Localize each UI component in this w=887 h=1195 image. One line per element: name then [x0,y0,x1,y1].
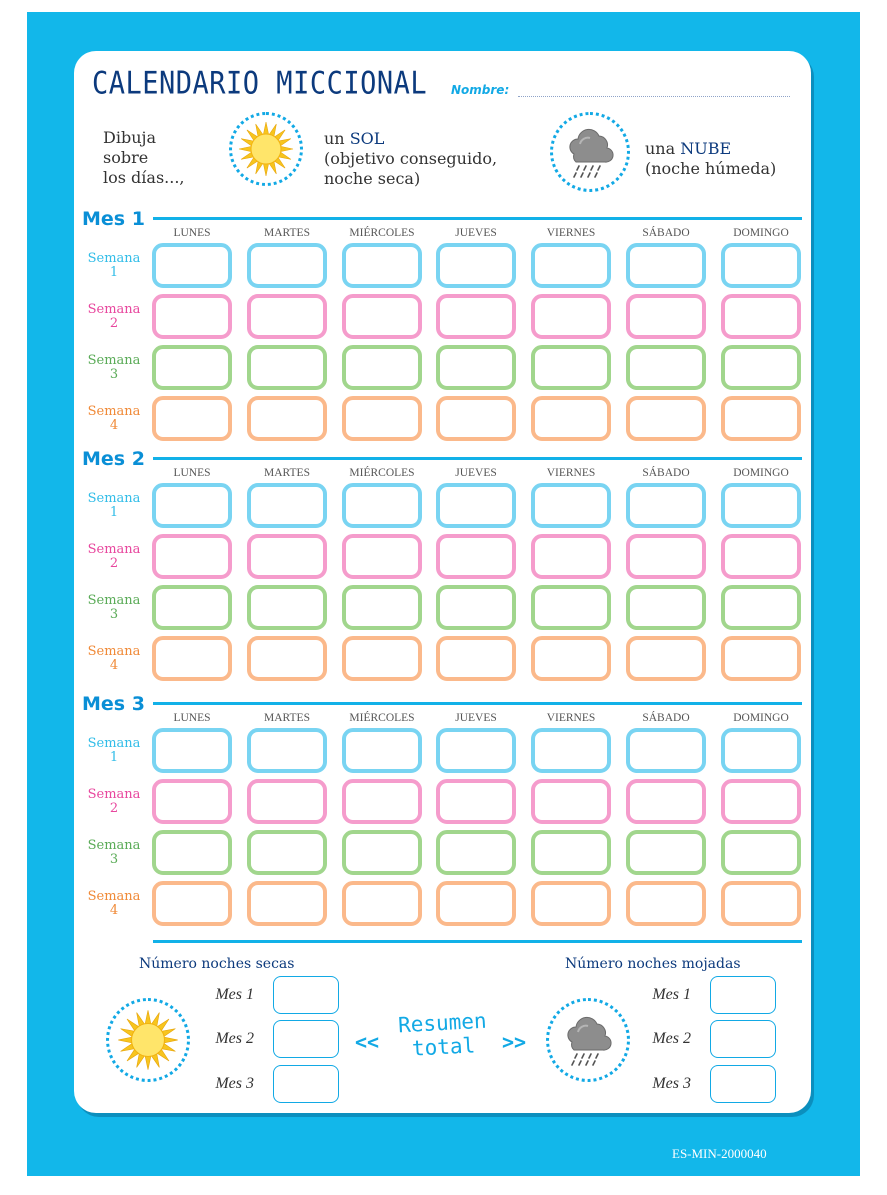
week-word: Semana [87,736,141,751]
day-cell[interactable] [531,830,611,875]
week-word: Semana [87,251,141,266]
arrow-right: >> [502,1030,527,1054]
summary-title-line: total [411,1033,476,1061]
day-header: DOMINGO [733,227,789,239]
week-word: Semana [87,644,141,659]
day-header: VIERNES [546,712,596,724]
legend-cloud-keyword: NUBE [680,139,732,158]
day-header: LUNES [173,227,211,239]
week-label [82,890,146,918]
week-label [82,543,146,571]
day-cell[interactable] [342,483,422,528]
month-title: Mes 1 [82,208,145,230]
day-header: VIERNES [546,227,596,239]
day-cell[interactable] [626,779,706,824]
day-cell[interactable] [436,779,516,824]
month-title: Mes 3 [82,693,145,715]
wet-nights-label: Número noches mojadas [565,956,741,972]
legend-sun-prefix: un [324,129,350,148]
week-number: 2 [109,801,119,816]
legend-cloud-text [645,139,776,179]
week-number: 4 [109,658,119,673]
day-cell[interactable] [247,243,327,288]
week-word: Semana [87,491,141,506]
dry-summary-box[interactable] [273,976,339,1014]
week-number: 1 [109,265,119,280]
month-divider [153,217,802,220]
wet-summary-month-label: Mes 1 [652,986,691,1003]
day-cell[interactable] [247,830,327,875]
legend-intro-line: sobre [103,148,149,167]
month-divider [153,457,802,460]
day-header: SÁBADO [642,467,690,479]
day-cell[interactable] [342,779,422,824]
day-cell[interactable] [342,396,422,441]
document-code: ES-MIN-2000040 [672,1146,767,1161]
day-cell[interactable] [342,534,422,579]
day-cell[interactable] [152,636,232,681]
day-cell[interactable] [531,779,611,824]
summary-divider [153,940,802,943]
day-cell[interactable] [531,585,611,630]
legend-sun-keyword: SOL [349,129,385,148]
day-cell[interactable] [342,881,422,926]
day-cell[interactable] [342,728,422,773]
week-word: Semana [87,787,141,802]
day-cell[interactable] [436,830,516,875]
calendar-card [74,51,811,1113]
day-header: MIÉRCOLES [349,227,415,239]
day-cell[interactable] [342,830,422,875]
day-header: MARTES [264,712,310,724]
day-cell[interactable] [721,728,801,773]
day-cell[interactable] [342,345,422,390]
day-cell[interactable] [152,294,232,339]
day-cell[interactable] [436,483,516,528]
week-number: 4 [109,903,119,918]
dry-summary-month-label: Mes 3 [215,1075,254,1092]
week-label [82,788,146,816]
legend-cloud-ring [550,112,630,192]
day-cell[interactable] [531,728,611,773]
day-cell[interactable] [721,483,801,528]
week-number: 1 [109,750,119,765]
week-label [82,737,146,765]
day-cell[interactable] [721,294,801,339]
week-number: 3 [109,852,119,867]
day-cell[interactable] [626,243,706,288]
day-cell[interactable] [531,881,611,926]
day-cell[interactable] [531,243,611,288]
week-label [82,405,146,433]
day-cell[interactable] [436,345,516,390]
day-cell[interactable] [721,396,801,441]
day-cell[interactable] [152,483,232,528]
week-number: 2 [109,556,119,571]
day-cell[interactable] [531,483,611,528]
week-word: Semana [87,838,141,853]
week-number: 3 [109,607,119,622]
week-word: Semana [87,889,141,904]
day-header: VIERNES [546,467,596,479]
day-cell[interactable] [342,294,422,339]
day-cell[interactable] [531,534,611,579]
summary-cloud-ring [546,998,630,1082]
week-number: 3 [109,367,119,382]
day-cell[interactable] [342,585,422,630]
day-header: MARTES [264,227,310,239]
day-cell[interactable] [247,728,327,773]
day-cell[interactable] [152,585,232,630]
summary-title-line: Resumen [397,1008,488,1038]
legend-cloud-prefix: una [645,139,681,158]
arrow-left: << [355,1030,380,1054]
day-cell[interactable] [626,483,706,528]
legend-sun-desc: (objetivo conseguido, [324,149,498,168]
day-cell[interactable] [436,534,516,579]
day-cell[interactable] [152,243,232,288]
day-cell[interactable] [626,636,706,681]
day-cell[interactable] [152,345,232,390]
legend-intro-line: Dibuja [103,128,156,147]
day-header: MIÉRCOLES [349,467,415,479]
wet-summary-box[interactable] [710,1020,776,1058]
day-header: DOMINGO [733,467,789,479]
sun-icon [236,119,296,179]
day-cell[interactable] [152,396,232,441]
day-cell[interactable] [436,294,516,339]
name-field[interactable] [518,96,790,97]
legend-sun-desc: noche seca) [324,169,421,188]
day-header: SÁBADO [642,227,690,239]
week-label [82,252,146,280]
day-cell[interactable] [531,294,611,339]
week-word: Semana [87,353,141,368]
day-cell[interactable] [152,534,232,579]
rain-cloud-icon [562,124,618,180]
day-cell[interactable] [247,345,327,390]
day-cell[interactable] [247,585,327,630]
dry-summary-box[interactable] [273,1065,339,1103]
day-cell[interactable] [721,243,801,288]
day-cell[interactable] [152,728,232,773]
day-header: DOMINGO [733,712,789,724]
day-cell[interactable] [721,585,801,630]
dry-summary-month-label: Mes 2 [215,1030,254,1047]
day-cell[interactable] [247,534,327,579]
sun-icon [115,1007,181,1073]
legend-cloud-desc: (noche húmeda) [645,159,777,178]
day-cell[interactable] [721,779,801,824]
day-cell[interactable] [626,881,706,926]
day-header: SÁBADO [642,712,690,724]
day-cell[interactable] [342,243,422,288]
day-cell[interactable] [721,830,801,875]
month-divider [153,702,802,705]
day-header: MIÉRCOLES [349,712,415,724]
day-cell[interactable] [247,294,327,339]
week-word: Semana [87,593,141,608]
legend-sun-text [324,129,497,189]
week-number: 1 [109,505,119,520]
week-number: 2 [109,316,119,331]
week-label [82,303,146,331]
dry-summary-month-label: Mes 1 [215,986,254,1003]
day-cell[interactable] [721,636,801,681]
day-cell[interactable] [721,534,801,579]
name-label: Nombre: [451,83,510,97]
legend-intro [103,128,185,188]
day-cell[interactable] [531,396,611,441]
day-cell[interactable] [626,396,706,441]
day-cell[interactable] [436,881,516,926]
wet-summary-month-label: Mes 2 [652,1030,691,1047]
day-cell[interactable] [531,345,611,390]
week-label [82,492,146,520]
legend-sun-ring [229,112,303,186]
day-cell[interactable] [721,881,801,926]
day-cell[interactable] [531,636,611,681]
day-cell[interactable] [721,345,801,390]
day-header: JUEVES [455,467,497,479]
day-cell[interactable] [342,636,422,681]
day-cell[interactable] [436,585,516,630]
page-title: CALENDARIO MICCIONAL [92,66,428,102]
wet-summary-box[interactable] [710,1065,776,1103]
day-header: JUEVES [455,227,497,239]
week-word: Semana [87,542,141,557]
dry-summary-box[interactable] [273,1020,339,1058]
day-cell[interactable] [626,830,706,875]
day-cell[interactable] [436,243,516,288]
week-word: Semana [87,302,141,317]
day-cell[interactable] [152,779,232,824]
day-cell[interactable] [626,294,706,339]
month-title: Mes 2 [82,448,145,470]
day-header: LUNES [173,712,211,724]
day-cell[interactable] [247,636,327,681]
wet-summary-box[interactable] [710,976,776,1014]
rain-cloud-icon [560,1012,616,1068]
day-cell[interactable] [152,881,232,926]
day-header: JUEVES [455,712,497,724]
day-header: MARTES [264,467,310,479]
summary-sun-ring [106,998,190,1082]
day-cell[interactable] [247,881,327,926]
day-cell[interactable] [436,728,516,773]
day-cell[interactable] [436,636,516,681]
dry-nights-label: Número noches secas [139,956,295,972]
week-label [82,839,146,867]
day-cell[interactable] [247,483,327,528]
week-label [82,594,146,622]
day-cell[interactable] [626,534,706,579]
week-label [82,645,146,673]
summary-title [387,1008,499,1062]
day-cell[interactable] [626,585,706,630]
day-cell[interactable] [152,830,232,875]
day-cell[interactable] [626,728,706,773]
wet-summary-month-label: Mes 3 [652,1075,691,1092]
day-header: LUNES [173,467,211,479]
week-word: Semana [87,404,141,419]
day-cell[interactable] [247,396,327,441]
week-label [82,354,146,382]
legend-intro-line: los días..., [103,168,185,187]
day-cell[interactable] [436,396,516,441]
day-cell[interactable] [247,779,327,824]
week-number: 4 [109,418,119,433]
day-cell[interactable] [626,345,706,390]
